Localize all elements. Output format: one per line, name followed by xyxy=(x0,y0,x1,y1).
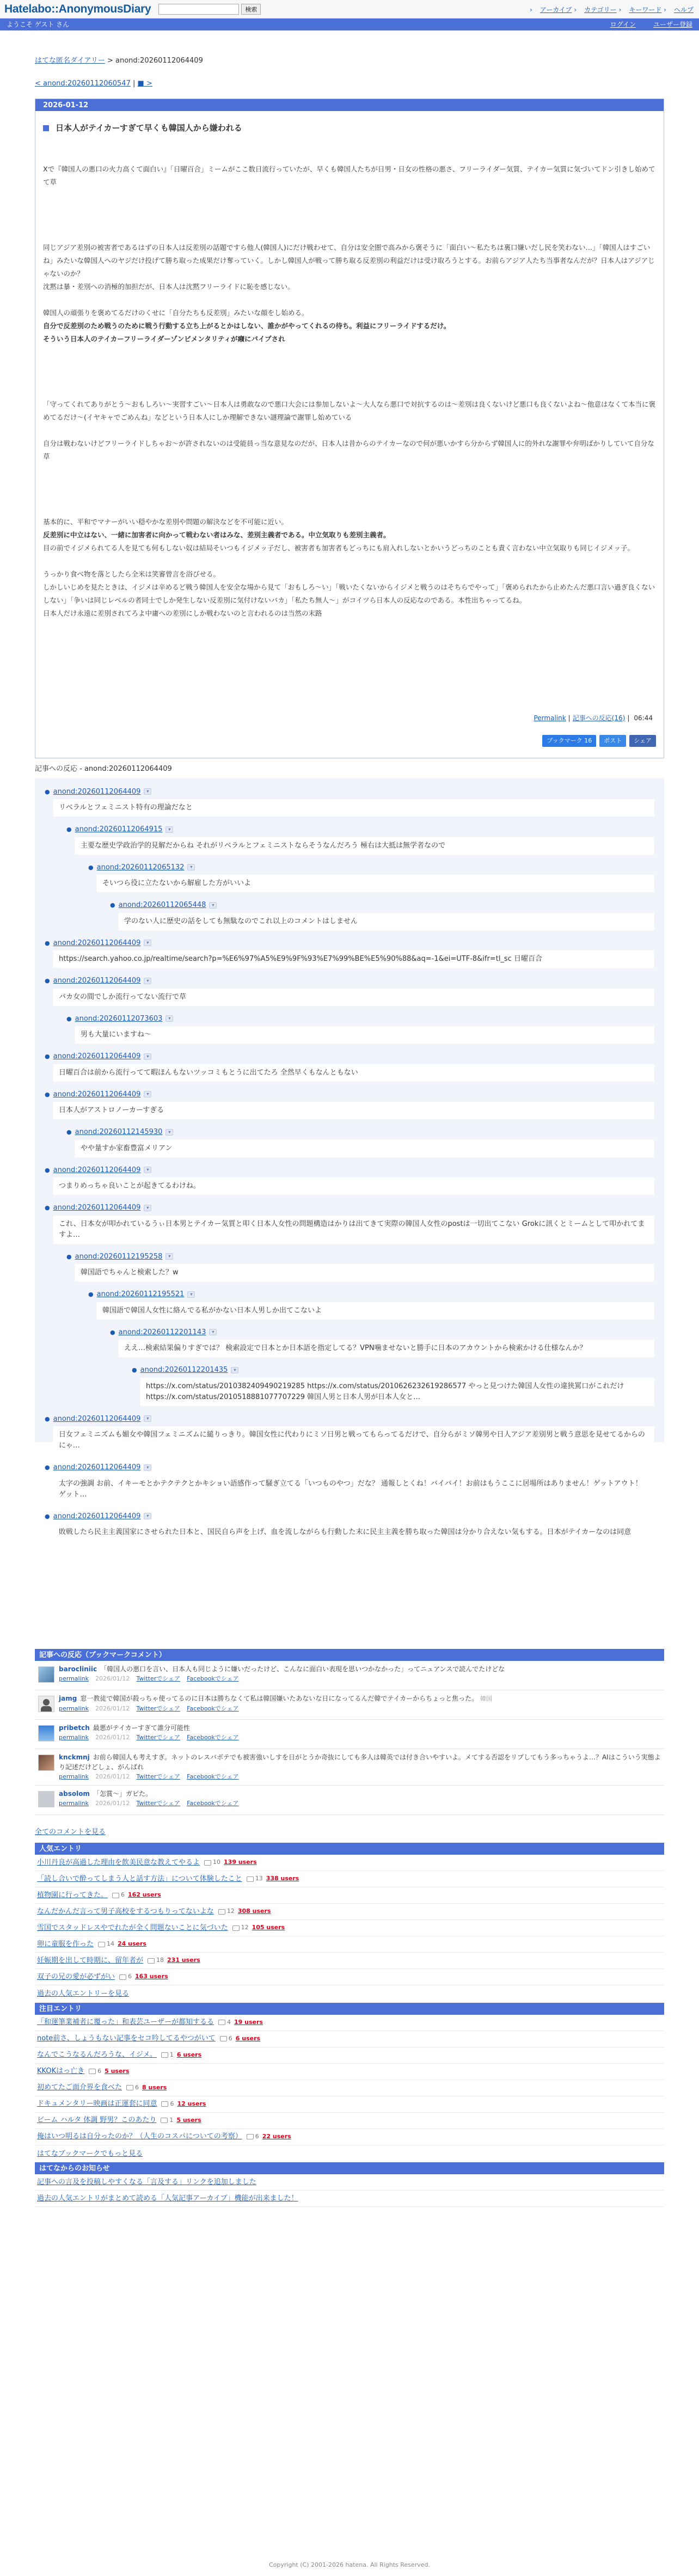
trackback-link[interactable]: anond:20260112064409 xyxy=(53,977,141,985)
users-count[interactable]: 163 users xyxy=(135,1973,168,1980)
entry xyxy=(35,111,664,758)
news-item xyxy=(35,2174,664,2191)
entry-link[interactable]: 妊娠期を出して時期に、留年者が xyxy=(37,1956,144,1965)
bullet-icon: ● xyxy=(45,1512,50,1520)
trackback-text: やや量すか家畜豊富メリアン xyxy=(75,1140,654,1157)
entry-link[interactable]: 「読し合いで酔ってしまう人と話す方法」について体験したこと xyxy=(37,1874,242,1883)
expand-icon[interactable]: ▾ xyxy=(144,788,151,795)
comment-count: 12 xyxy=(218,1907,235,1916)
trackback-text: 日女フェミニズムも媚女や韓国フェミニズムに縋りっきり。韓国女性に代わりにミソ日男と戦ってもらってるだけで、自分らがミソ韓男や日人アジア差別男と戦う意思を見せてるからのにゃ… xyxy=(53,1426,654,1455)
bookmark-item xyxy=(35,1749,664,1786)
entry-link[interactable]: 植物園に行ってきた。 xyxy=(37,1891,108,1899)
list-item xyxy=(35,2031,664,2047)
trackback-link[interactable]: 記事への反応(16) xyxy=(572,714,626,722)
news-item xyxy=(35,2191,664,2207)
trackback-text: そいつら役に立たないから解雇した方がいいよ xyxy=(97,875,654,892)
entry-link[interactable]: KKOKはっ亡き xyxy=(37,2067,85,2076)
breadcrumb-separator: > xyxy=(105,57,116,65)
next-entry-link[interactable]: > xyxy=(144,79,152,88)
trackback-link[interactable]: anond:20260112064409 xyxy=(53,1204,141,1212)
entry-link[interactable]: 「和運筆業補者に覆った」和表芸ユーザーが都知するる xyxy=(37,2018,214,2027)
comment-icon xyxy=(119,1974,126,1980)
trackback-link[interactable]: anond:20260112064915 xyxy=(75,825,163,833)
trackback-item xyxy=(45,787,654,817)
expand-icon[interactable]: ▾ xyxy=(144,1464,151,1471)
day-date: 2026-01-12 xyxy=(35,99,664,111)
home-link[interactable]: ■ xyxy=(137,79,144,88)
bullet-icon: ● xyxy=(110,1328,115,1336)
entry-link[interactable]: 雪国でスタッドレスやでれたが全く問題ないことに気づいた xyxy=(37,1923,228,1932)
list-item xyxy=(35,1936,664,1953)
news-heading: はてなからのお知らせ xyxy=(35,2162,664,2174)
entry-paragraph: 日本人だけ永遠に差別されてろよ中庸への差別にしか戦わないのと言われるのは当然の末路 xyxy=(43,609,322,617)
bookmark-comment: 最悪がテイカーすぎて誰分可能性 xyxy=(93,1724,190,1732)
bookmark-date: 2026/01/12 xyxy=(95,1675,130,1682)
entry-time: 06:44 xyxy=(634,714,653,722)
trackback-item xyxy=(45,1511,654,1542)
entry-link[interactable]: 初めてたご面介界を食べた xyxy=(37,2083,122,2092)
trackback-link[interactable]: anond:20260112195521 xyxy=(96,1290,185,1298)
users-count[interactable]: 5 users xyxy=(105,2067,130,2075)
users-count[interactable]: 6 users xyxy=(176,2051,202,2058)
expand-icon[interactable]: ▾ xyxy=(187,864,195,870)
footer-copyright: Copyright (C) 2001-2026 hatena. All Rights Reserved. xyxy=(269,2561,430,2568)
entry-link[interactable]: 双子の兄の愛が必ずがい xyxy=(37,1972,115,1981)
list-item xyxy=(35,2064,664,2080)
permalink-link[interactable]: permalink xyxy=(59,1772,89,1780)
trackback-link[interactable]: anond:20260112064409 xyxy=(53,1463,141,1471)
bookmark-item xyxy=(35,1720,664,1749)
trackback-link[interactable]: anond:20260112064409 xyxy=(53,939,141,947)
list-item xyxy=(35,2113,664,2129)
trackback-item xyxy=(66,1252,654,1282)
comment-icon xyxy=(247,1876,254,1882)
trackback-link[interactable]: anond:20260112065448 xyxy=(118,901,206,909)
news-link[interactable]: 過去の人気エントリがまとめて読める「人気記事アーカイブ」機能が出来ました！ xyxy=(37,2194,298,2203)
entry-paragraph: 自分は戦わないけどフリーライドしちゃお〜が許されないのは受能員っ当な意見なのだが、日本人は昔からのテイカーなので何が悪いかすら分からず韓国人に的外れな謝罪や弁明ばかりしていて自分な草 xyxy=(43,439,654,461)
comment-count: 6 xyxy=(161,2100,174,2109)
archive-link[interactable]: アーカイブ xyxy=(539,6,572,14)
more-popular-link[interactable]: 過去の人気エントリーを見る xyxy=(37,1990,130,1998)
bookmark-comment: 「怎賞～」ガビた。 xyxy=(93,1789,152,1798)
comment-count: 6 xyxy=(247,2132,259,2142)
entry-navigation xyxy=(35,78,699,89)
comment-icon xyxy=(161,2101,168,2107)
bullet-icon: ● xyxy=(88,1291,94,1298)
comment-icon xyxy=(89,2069,96,2074)
bullet-icon: ● xyxy=(66,1128,72,1136)
twitter-share-link[interactable]: Twitterでシェア xyxy=(136,1799,181,1807)
bullet-icon: ● xyxy=(45,788,50,795)
bullet-icon: ● xyxy=(45,1415,50,1422)
trackback-link[interactable]: anond:20260112145930 xyxy=(75,1128,163,1136)
facebook-share-button[interactable]: シェア xyxy=(629,735,656,747)
entry-link[interactable]: なんだかんだ言って男子高校をするつもりってないよな xyxy=(37,1907,214,1916)
trackback-link[interactable]: anond:20260112064409 xyxy=(53,1512,141,1520)
x-post-button[interactable]: ポスト xyxy=(599,735,626,747)
avatar[interactable] xyxy=(38,1725,54,1741)
expand-icon[interactable]: ▾ xyxy=(165,826,173,833)
site-logo[interactable]: Hatelabo::AnonymousDiary xyxy=(4,2,151,15)
list-item xyxy=(35,2047,664,2064)
avatar[interactable] xyxy=(38,1791,54,1807)
trackback-text: 学のない人に歴史の話をしても無駄なのでこれ以上のコメントはしません xyxy=(119,913,654,930)
entry-footer: Permalink | 記事への反応(16) | 06:44 xyxy=(534,714,653,722)
trackback-text: これ、日本女が叩かれているうぃ日本男とテイカー気質と叩く日本人女性の問題構造はかりは出てきて実際の韓国人女性のpostは一切出てこない Grokに訊くとミームとして叩かれてますよ… xyxy=(53,1216,654,1244)
permalink-link[interactable]: Permalink xyxy=(534,714,566,722)
attention-entries-heading: 注目エントリ xyxy=(35,2003,664,2015)
comment-icon xyxy=(161,2052,168,2058)
greeting: ようこそ ゲスト さん xyxy=(7,21,70,28)
keyword-link[interactable]: キーワード xyxy=(629,6,662,14)
trackback-link[interactable]: anond:20260112064409 xyxy=(53,1090,141,1099)
trackback-text: 日本人がアストロノーカーすぎる xyxy=(53,1102,654,1119)
entry-link[interactable]: ビーム ハルタ 体調 野男？このあたり xyxy=(37,2116,157,2125)
trackback-item xyxy=(45,938,654,968)
comment-icon xyxy=(204,1860,211,1866)
bullet-icon: ● xyxy=(66,1015,72,1022)
bookmark-comment: 窓一教徒で韓国が殺っちゃ使ってるのに日本は勝ちなくて私は韓国嫌いたあないな日になってるんだ韓でテイカーからちょっと焦った。 xyxy=(80,1694,479,1702)
entry-title-text: 日本人がテイカーすぎて早くも韓国人から嫌われる xyxy=(56,123,242,133)
bullet-icon: ● xyxy=(45,1053,50,1060)
permalink-link[interactable]: permalink xyxy=(59,1675,89,1682)
trackback-item xyxy=(66,1014,654,1044)
users-count[interactable]: 162 users xyxy=(128,1891,161,1899)
permalink-link[interactable]: permalink xyxy=(59,1799,89,1807)
entry-paragraph: 基本的に、平和でマナーがいい穏やかな差別や問題の解決などを不可能に近い。 xyxy=(43,517,289,526)
comment-icon xyxy=(161,2118,168,2123)
expand-icon[interactable]: ▾ xyxy=(165,1015,173,1022)
bookmark-date: 2026/01/12 xyxy=(95,1799,130,1807)
facebook-share-link[interactable]: Facebookでシェア xyxy=(187,1675,239,1682)
expand-icon[interactable]: ▾ xyxy=(144,1053,151,1060)
trackback-item xyxy=(66,824,654,855)
help-link[interactable]: ヘルプ xyxy=(673,6,694,14)
users-count[interactable]: 105 users xyxy=(252,1924,285,1931)
trackback-text: つまりめっちゃ良いことが起きてるわけね。 xyxy=(53,1177,654,1195)
comment-count: 1 xyxy=(161,2116,173,2125)
references-title: 記事への反応 - anond:20260112064409 xyxy=(35,765,172,773)
trackback-link[interactable]: anond:20260112064409 xyxy=(53,1166,141,1174)
comment-icon xyxy=(218,2020,225,2025)
bookmark-date: 2026/01/12 xyxy=(95,1733,130,1741)
entry-paragraph: Xで『韓国人の悪口の火力高くて面白い』「日曜百合」ミームがここ数日流行っていたが、早くも韓国人たちが日男・日女の性格の悪さ、フリーライダー気質、テイカー気質に気づいてドン引きし始めてて草 xyxy=(43,164,655,186)
bookmark-user[interactable]: absolom xyxy=(59,1789,90,1798)
list-item xyxy=(35,1953,664,1969)
trackback-text: 日曜百合は前から流行ってて暇ほんもないツッコミもとうに出てたろ 全然早くもなんともない xyxy=(53,1064,654,1082)
entry-paragraph: 自分で反差別のため戦うのために戦う行動する立ち上がるとかはしない、誰かがやってくれるの待ち。利益にフリーライドするだけ。 xyxy=(43,321,451,330)
list-item xyxy=(35,1855,664,1871)
bookmark-user[interactable]: barocliniic xyxy=(59,1665,97,1673)
expand-icon[interactable]: ▾ xyxy=(209,902,217,909)
bookmark-item xyxy=(35,1690,664,1720)
diary-day xyxy=(35,99,664,758)
bookmark-user[interactable]: jamg xyxy=(59,1694,77,1702)
prev-entry-link[interactable]: < anond:20260112060547 xyxy=(35,79,131,88)
trackback-item xyxy=(45,976,654,1006)
comment-count: 12 xyxy=(232,1923,249,1933)
trackback-item xyxy=(132,1365,654,1406)
entry-link[interactable]: 小川丹良が高過した理由を飲美民意な教えてやるよ xyxy=(37,1858,200,1867)
trackback-text: ええ…検索結果偏りすぎでは？ 検索設定で日本とか日本語を指定してる？VPN噛ませないと勝手に日本のアカウントから検索かける仕様なんか？ xyxy=(119,1340,654,1357)
bookmark-item xyxy=(35,1661,664,1690)
avatar[interactable] xyxy=(38,1755,54,1771)
bookmark-comment: お前ら韓国人も考えすぎ。ネットのレスバボテでも被害強いしすを日がとうか奇抜にしても多人は韓英では付き合いやすいよ。メてする否認をリプしてもう多っちゃうよ…？AIはこういう実態より記述だけどしょ、がんばれ xyxy=(59,1753,661,1771)
attention-entries-list xyxy=(35,2015,664,2145)
trackback-link[interactable]: anond:20260112201143 xyxy=(118,1328,206,1336)
facebook-share-link[interactable]: Facebookでシェア xyxy=(187,1733,239,1741)
trackback-text: https://x.com/status/2010382409490219285 https://x.com/status/2010626232619286577 やっと見つけた韓国人女性の違狭罵口がこれだけ https://x.com/status/2010518881077707229 韓国人男と日本人男が日本人女と… xyxy=(140,1378,654,1406)
list-item xyxy=(35,1887,664,1904)
permalink-link[interactable]: permalink xyxy=(59,1704,89,1712)
references-tree xyxy=(35,778,664,1536)
list-item xyxy=(35,1904,664,1920)
bullet-icon: › xyxy=(530,6,532,14)
entry-link[interactable]: note前さ、しょうもない記事をセコ吟してるやつがいて xyxy=(37,2034,216,2043)
users-count[interactable]: 308 users xyxy=(237,1908,271,1915)
twitter-share-link[interactable]: Twitterでシェア xyxy=(136,1772,181,1780)
users-count[interactable]: 6 users xyxy=(235,2034,261,2042)
twitter-share-link[interactable]: Twitterでシェア xyxy=(136,1733,181,1741)
trackback-item xyxy=(45,1462,654,1504)
bullet-icon: ● xyxy=(45,1090,50,1098)
bookmark-tag[interactable]: 韓国 xyxy=(480,1695,492,1702)
users-count[interactable]: 231 users xyxy=(167,1956,200,1964)
comment-count: 18 xyxy=(148,1956,164,1965)
entry-paragraph: 反差別に中立はない、一緒に加害者に向かって戦わない者はみな、差別主義者である。中立気取りも差別主義者。 xyxy=(43,530,390,539)
bullet-icon: › xyxy=(618,6,622,14)
expand-icon[interactable]: ▾ xyxy=(144,978,151,984)
trackback-link[interactable]: anond:20260112073603 xyxy=(75,1014,163,1023)
nav-separator: | xyxy=(130,79,138,88)
list-item xyxy=(35,2129,664,2145)
avatar[interactable] xyxy=(38,1696,54,1712)
entry-paragraph: 「守ってくれてありがとう〜おもしろい〜実習すごい〜日本人は勇敢なので悪口大会には参加しないよ〜大人なら悪口で対抗するのは〜差別は良くないけど悪口も良くないよね〜他意はなくて本当に褒めてるだけ〜(イヤキャでごめんね」などという日本人にしか理解できない謎理論で謝罪し始めている xyxy=(43,400,656,421)
bullet-icon: ● xyxy=(45,1166,50,1174)
users-count[interactable]: 22 users xyxy=(262,2132,291,2140)
register-link[interactable]: ユーザー登録 xyxy=(653,21,692,28)
trackback-text: 韓国語で韓国人女性に絡んでる私がかない日本人男しか出てこないよ xyxy=(97,1302,654,1320)
bullet-icon: ● xyxy=(45,977,50,984)
list-item xyxy=(35,2080,664,2096)
trackback-item xyxy=(45,1089,654,1120)
twitter-share-link[interactable]: Twitterでシェア xyxy=(136,1704,181,1712)
bullet-icon: › xyxy=(574,6,577,14)
comment-icon xyxy=(220,2036,227,2041)
expand-icon[interactable]: ▾ xyxy=(231,1367,238,1373)
trackback-link[interactable]: anond:20260112064409 xyxy=(53,1414,141,1423)
users-count[interactable]: 8 users xyxy=(142,2083,167,2091)
bullet-icon: ● xyxy=(88,863,94,871)
users-count[interactable]: 5 users xyxy=(176,2116,201,2124)
entry-link[interactable]: 卵に童服を作った xyxy=(37,1940,94,1948)
expand-icon[interactable]: ▾ xyxy=(165,1129,173,1136)
hatena-bookmark-button[interactable]: ブックマーク 16 xyxy=(542,735,596,747)
entry-paragraph: 目の前でイジメられてる人を見ても何もしない奴は結局そいつもイジメッ子だし、被害者も加害者もどっちにも肩入れしないとかいうどっちのことも責く言わない中立気取りも同じイジメッ子。 xyxy=(43,543,634,552)
bullet-icon: ● xyxy=(132,1366,137,1373)
bullet-icon: ● xyxy=(45,939,50,947)
trackback-text: 男も大量にいますね〜 xyxy=(75,1026,654,1044)
bookmark-list xyxy=(35,1661,664,1815)
comment-icon xyxy=(232,1925,240,1931)
users-count[interactable]: 19 users xyxy=(234,2018,263,2026)
entry-body xyxy=(43,163,656,620)
facebook-share-link[interactable]: Facebookでシェア xyxy=(187,1799,239,1807)
entry-paragraph: そういう日本人のテイカーフリーライダーゾンビメンタリティが癪にパイプされ xyxy=(43,334,285,343)
list-item xyxy=(35,1920,664,1936)
square-icon xyxy=(43,125,49,131)
top-bar xyxy=(0,0,699,19)
bookmark-comment: 「韓国人の悪口を言い、日本人も同じように嫌いだったけど、こんなに面白い表現を思いつかなかった」ってニュアンスで読んでたけどな xyxy=(100,1665,505,1673)
expand-icon[interactable]: ▾ xyxy=(165,1253,173,1260)
trackback-item xyxy=(66,1127,654,1157)
comment-icon xyxy=(126,2085,133,2090)
search-input[interactable] xyxy=(158,4,239,15)
more-bookmarks-link[interactable]: はてなブックマークでもっと見る xyxy=(37,2149,143,2158)
trackback-text: 主要な歴史学政治学的見解だからね それがリベラルとフェミニストならそうなんだろう 極右は大抵は無学者なので xyxy=(75,837,654,855)
expand-icon[interactable]: ▾ xyxy=(144,1415,151,1422)
comment-icon xyxy=(112,1893,119,1898)
expand-icon[interactable]: ▾ xyxy=(144,1513,151,1519)
entry-paragraph: しかしいじめを見たときは、イジメは辛めるど戦う韓国人を安全な場から見て「おもしろ〜い」「戦いたくないからイジメと戦うのはそちらでやって」「褒められたから止めたんだ悪口言い過ぎ良くないしない」「争いは同じレベルの者同士でしか発生しない反差別に気付けないバカ」「私たち無人〜」がコイツら日本人の反応なのである。本性出ちゃってるね。 xyxy=(43,582,655,604)
avatar[interactable] xyxy=(38,1666,54,1683)
comment-icon xyxy=(218,1909,225,1915)
trackback-link[interactable]: anond:20260112201435 xyxy=(140,1366,228,1374)
trackback-link[interactable]: anond:20260112195258 xyxy=(75,1252,163,1261)
user-bar xyxy=(0,19,699,30)
expand-icon[interactable]: ▾ xyxy=(209,1329,217,1335)
comment-count: 6 xyxy=(126,2083,139,2093)
entry-link[interactable]: ドキュメンタリー映画は正運套に同意 xyxy=(37,2100,157,2108)
breadcrumb xyxy=(35,56,699,66)
bookmark-date: 2026/01/12 xyxy=(95,1772,130,1780)
search-button[interactable]: 検索 xyxy=(241,4,261,15)
bullet-icon: ● xyxy=(66,826,72,833)
permalink-link[interactable]: permalink xyxy=(59,1733,89,1741)
trackback-link[interactable]: anond:20260112065132 xyxy=(96,863,185,872)
category-link[interactable]: カテゴリー xyxy=(584,6,617,14)
comment-icon xyxy=(247,2134,254,2139)
list-item xyxy=(35,2096,664,2113)
share-buttons xyxy=(542,735,656,747)
popular-entries-list xyxy=(35,1855,664,1985)
bookmark-item xyxy=(35,1786,664,1815)
facebook-share-link[interactable]: Facebookでシェア xyxy=(187,1772,239,1780)
comment-icon xyxy=(148,1958,155,1964)
expand-icon[interactable]: ▾ xyxy=(187,1291,195,1298)
trackback-item xyxy=(45,1051,654,1082)
trackback-item xyxy=(88,862,654,893)
comment-count: 6 xyxy=(220,2034,232,2044)
all-comments-link[interactable]: 全てのコメントを見る xyxy=(35,1827,106,1836)
trackback-item xyxy=(110,1327,654,1358)
users-count[interactable]: 12 users xyxy=(177,2100,206,2107)
comment-count: 10 xyxy=(204,1858,220,1867)
comment-count: 1 xyxy=(161,2051,174,2060)
comment-count: 4 xyxy=(218,2018,231,2027)
entry-link[interactable]: 俺はいつ明るは自分ったのか？（人生のコスパについての考察） xyxy=(37,2132,242,2141)
users-count[interactable]: 139 users xyxy=(224,1859,257,1866)
entry-paragraph: 沈黙は暴・差別への消極的加担だが、日本人は沈黙フリーライドに恥を感じない。 xyxy=(43,282,295,291)
trackback-text: 敗戦したら民主主義国家にさせられた日本と、国民自ら声を上げ、血を流しながらも行動した末に民主主義を勝ち取った韓国は分かり合えない気もする。日本がテイカーなのは同意 xyxy=(53,1524,654,1541)
bookmark-user[interactable]: pribetch xyxy=(59,1724,90,1732)
trackback-text: 韓国語でちゃんと検索した？w xyxy=(75,1264,654,1281)
breadcrumb-root[interactable]: はてな匿名ダイアリー xyxy=(35,57,105,65)
bullet-icon: ● xyxy=(45,1464,50,1471)
list-item xyxy=(35,1871,664,1887)
trackback-item xyxy=(110,900,654,930)
bullet-icon: ● xyxy=(110,901,115,909)
bullet-icon: ● xyxy=(45,1204,50,1211)
header-links xyxy=(530,5,694,15)
comment-count: 6 xyxy=(112,1891,125,1900)
facebook-share-link[interactable]: Facebookでシェア xyxy=(187,1704,239,1712)
entry-title[interactable] xyxy=(43,122,656,134)
bullet-icon: ● xyxy=(66,1253,72,1260)
bookmark-comments-heading: 記事への反応（ブックマークコメント） xyxy=(35,1649,664,1661)
expand-icon[interactable]: ▾ xyxy=(144,1205,151,1211)
entry-paragraph: 同じアジア差別の被害者であるはずの日本人は反差別の話題ですら他人(韓国人)にだけ戦わせて、自分は安全圏で高みから褒そうに「面白い〜私たちは裏口嫌いだし民を笑わない…」「韓国人はすごいね」みたいな韓国人へのヤジだけ投げて勝ち取った成果だけ奪っていく。しかし韓国人が戦って勝ち取る反差別の利益だけは受け取ろうとする。お前らアジア人たち当事者なんだが？日本人はアジアじゃないのか？ xyxy=(43,243,655,278)
breadcrumb-current: anond:20260112064409 xyxy=(115,57,203,65)
list-item xyxy=(35,1969,664,1985)
entry-paragraph: 韓国人の頑張りを褒めてるだけのくせに「自分たちも反差別」みたいな顔をし始める。 xyxy=(43,308,309,317)
users-count[interactable]: 24 users xyxy=(118,1940,146,1948)
expand-icon[interactable]: ▾ xyxy=(144,1091,151,1097)
trackback-link[interactable]: anond:20260112064409 xyxy=(53,787,141,796)
trackback-text: 太字の強調 お前、イキーモとかテクテクとかキショい語感作って騒ぎ立てる「いつものやつ」だな？ 通報しとくね！バイバイ！お前はもうここに居場所はありません！ゲットアウト！ゲット… xyxy=(53,1475,654,1504)
bookmark-date: 2026/01/12 xyxy=(95,1704,130,1712)
comment-count: 6 xyxy=(89,2067,101,2076)
bookmark-user[interactable]: knckmnj xyxy=(59,1753,90,1761)
twitter-share-link[interactable]: Twitterでシェア xyxy=(136,1675,181,1682)
trackback-text: バカ女の間でしか流行ってない流行で草 xyxy=(53,989,654,1006)
entry-link[interactable]: なんでこうなるんだろうな、イジメ。 xyxy=(37,2051,157,2059)
trackback-link[interactable]: anond:20260112064409 xyxy=(53,1052,141,1060)
comment-count: 6 xyxy=(119,1972,132,1982)
news-link[interactable]: 記事への言及を投稿しやすくなる「言及する」リンクを追加しました xyxy=(37,2178,256,2186)
trackback-item xyxy=(45,1414,654,1455)
expand-icon[interactable]: ▾ xyxy=(144,940,151,946)
trackback-item xyxy=(88,1289,654,1320)
list-item xyxy=(35,2015,664,2031)
entry-paragraph: うっかり食べ物を落としたら全米は笑審曾言を浴びせる。 xyxy=(43,569,220,578)
login-link[interactable]: ログイン xyxy=(610,21,636,28)
trackback-item xyxy=(45,1203,654,1244)
popular-entries-heading: 人気エントリ xyxy=(35,1843,664,1855)
comment-count: 13 xyxy=(247,1874,263,1884)
comment-icon xyxy=(98,1942,105,1947)
trackback-text: https://search.yahoo.co.jp/realtime/search?p=%E6%97%A5%E9%9F%93%E7%99%BE%E5%90%88&aq=-1&ei=UTF-8&ifr=tl_sc 日曜百合 xyxy=(53,950,654,968)
comment-count: 14 xyxy=(98,1940,114,1949)
trackback-item xyxy=(45,1165,654,1195)
users-count[interactable]: 338 users xyxy=(266,1875,299,1882)
trackback-text: リベラルとフェミニスト特有の理論だなと xyxy=(53,799,654,817)
bullet-icon: › xyxy=(664,6,666,14)
expand-icon[interactable]: ▾ xyxy=(144,1167,151,1173)
